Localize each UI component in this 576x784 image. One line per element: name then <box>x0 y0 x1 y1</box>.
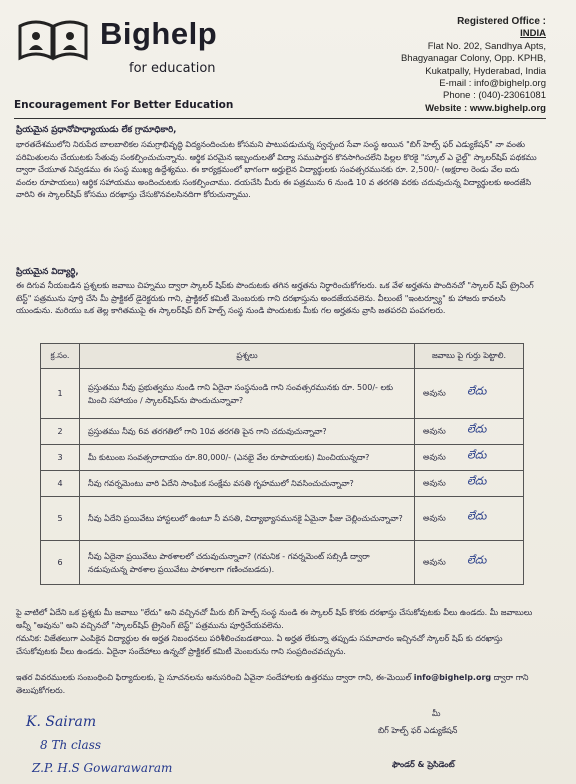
header-divider <box>14 118 546 119</box>
table-row <box>41 419 524 445</box>
table-row <box>41 541 524 585</box>
office-website: Website : www.bighelp.org <box>425 102 546 114</box>
office-line: Kukatpally, Hyderabad, India <box>425 65 546 77</box>
contact-text-end: ద్వారా గాని తెలుపుకోగలరు. <box>16 673 529 695</box>
handwritten-answer-mark: లేదు <box>467 552 487 566</box>
salutation-headmaster: ప్రియమైన ప్రధానోపాధ్యాయుడు లేక గ్రామాధికారి, <box>16 125 177 135</box>
brand-name: Bighelp <box>100 16 218 51</box>
office-line: Bhagyanagar Colony, Opp. KPHB, <box>400 53 546 65</box>
row-question: నీవు గవర్నమెంటు వారి ఏదేని సాంఘిక సంక్షేమ వసతి గృహములో నివసించుచున్నావా? <box>80 471 415 497</box>
row-question: నీవు ఏదైనా ప్రయివేటు పాఠశాలలో చదువుచున్నావా? (గమనిక - గవర్నమెంట్ సబ్సిడీ ద్వారా నడుపుచున్న పాఠశాల ప్రయివేటు పాఠశాలగా గణించబడదు). <box>80 541 415 585</box>
answer-cell[interactable] <box>415 445 524 471</box>
registered-office-block <box>326 16 546 115</box>
table-row <box>41 497 524 541</box>
closing-word: మీ <box>432 709 441 718</box>
row-serial: 4 <box>41 471 80 497</box>
answer-cell[interactable] <box>415 541 524 585</box>
row-question: నీవు ఏదేని ప్రయివేటు హాస్టలులో ఉంటూ నీ వసతి, విద్యాభ్యాసమునకై ఏమైనా ఫీజు చెల్లించుచున్నావా? <box>80 497 415 541</box>
office-country: INDIA <box>520 28 546 40</box>
row-serial: 3 <box>41 445 80 471</box>
intro-paragraph: భారతదేశములోని నిరుపేద బాలబాలికల సమగ్రాభివృద్ధి విద్యనందించుట కోసమని పాటుపడుచున్న స్వచ్ఛంద సేవా సంస్థ అయిన "బిగ్ హెల్ప్ ఫర్ ఎడ్యుకేషన్" నా వంతు పరిమితులను చేయుటకు సేతువు సంకల్పించుచున్నాను. ఆర్థిక పరమైన ఇబ్బందులతో విద్యా సముపార్జన కొనసాగించలేని పిల్లల కొరకై "స్కూల్ ఎ ఛైల్డ్" స్కాలర్‌షిప్ పథకము ద్వారా చేయూత నివ్వడము ఈ సంస్థ ముఖ్య ఉద్దేశ్యము. ఈ కార్యక్రమంలో భాగంగా అర్హులైన విద్యార్థులకు సంవత్సరమునకు రూ. 2,500/- (అక్షరాల రెండు వేల ఐదు వందల రూపాయలు) ఆర్థిక సహాయము అందించుటకు సంకల్పించాము. దయచేసి మీరు ఈ పత్రమును 6 నుండి 10 వ తరగతి వరకు చదువుచున్న విద్యార్థులకు అందజేసి వారిని ఈ స్కాలర్‌షిప్ కోసము దరఖాస్తు చేసుకొనవలసినదిగా కోరుచున్నాము. <box>16 140 537 200</box>
table-row <box>41 369 524 419</box>
verification-note: గమనిక: విజేతలుగా ఎంపికైన విద్యార్థుల ఈ అర్హత నిబంధనలు పరిశీలించబడతాయి. ఏ అర్హత లేకున్నా తప్పుడు సమాచారం ఇచ్చినచో స్కాలర్ షిప్ కు దరఖాస్తు చేసుకోవుటకు వీలు ఉండదు. ఏదైనా సందేహాలు ఉన్నచో ప్రాక్టికల్ కమిటీ మెంబరును గాని సంప్రదించవచ్చును. <box>16 634 503 656</box>
handwritten-answer-mark: లేదు <box>467 508 487 522</box>
office-line: Flat No. 202, Sandhya Apts, <box>427 40 546 52</box>
table-row <box>41 445 524 471</box>
handwritten-student-name: K. Sairam <box>26 714 97 730</box>
row-serial: 2 <box>41 419 80 445</box>
answer-yes-option: అవును <box>423 478 446 487</box>
instructions-paragraph: ఈ దిగువ నీయబడిన ప్రశ్నలకు జవాబు చిహ్నము ద్వారా స్కాలర్ షిప్‌కు పొందుటకు తగిన అర్హతను నిర్ధారించుకోగలరు. ఒక వేళ అర్హతను పొందినచో "స్కాలర్ షిప్ ట్రైనింగ్ టెస్ట్" పత్రమును పూర్తి చేసి మీ ప్రాక్టికల్ డైరెక్టరుకు గాని, ప్రాక్టికల్ కమిటీ మెంబరుకు గాని దరఖాస్తును అందజేయవలెను. వీలుంటే "ఇంటర్వ్యూ" కు హాజరు కావలసి యుండును. మరియు ఒక తెల్ల కాగితముపై ఈ స్కాలర్‌షిప్ బిగ్ హెల్ప్ సంస్థ నుండి పొందుటకు మీకు గల అర్హతను వ్రాసి జతపరచి పంపగలరు. <box>16 281 534 316</box>
signature-title: ఫౌండర్ & ప్రెసిడెంట్ <box>392 760 455 769</box>
answer-yes-option: అవును <box>423 513 446 522</box>
office-phone: Phone : (040)-23061081 <box>443 90 546 102</box>
contact-email-link[interactable]: info@bighelp.org <box>413 673 492 682</box>
signature-organisation: బిగ్ హెల్ప్ ఫర్ ఎడ్యుకేషన్ <box>378 726 458 735</box>
answer-yes-option: అవును <box>423 452 446 461</box>
open-book-logo-icon <box>14 16 92 62</box>
answer-yes-option: అవును <box>423 388 446 397</box>
handwritten-answer-mark: లేదు <box>467 473 487 487</box>
handwritten-answer-mark: లేదు <box>467 447 487 461</box>
row-serial: 5 <box>41 497 80 541</box>
handwritten-class: 8 Th class <box>40 738 102 752</box>
table-header-row <box>41 344 524 369</box>
row-question: ప్రస్తుతము నీవు 6వ తరగతిలో గాని 10వ తరగతి పైన గాని చదువుచున్నావా? <box>80 419 415 445</box>
column-header-serial: క్ర.సం. <box>41 344 80 369</box>
salutation-student: ప్రియమైన విద్యార్థి, <box>16 267 79 277</box>
column-header-questions: ప్రశ్నలు <box>80 344 415 369</box>
contact-paragraph <box>16 672 542 697</box>
answer-cell[interactable] <box>415 369 524 419</box>
contact-text: ఇతర వివరములకు సంబంధించి ఫిర్యాదులకు, పై సూచనలను అనుసరించి ఏవైనా సందేహాలకు ఉత్తరము ద్వారా గాని, ఈ-మెయిల్ <box>16 673 412 682</box>
eligibility-table <box>40 343 524 585</box>
row-question: మీ కుటుంబ సంవత్సరాదాయం రూ.80,000/- (ఎనభై వేల రూపాయలకు) మించియున్నదా? <box>80 445 415 471</box>
handwritten-answer-mark: లేదు <box>467 421 487 435</box>
answer-cell[interactable] <box>415 497 524 541</box>
answer-cell[interactable] <box>415 471 524 497</box>
office-email: E-mail : info@bighelp.org <box>439 78 546 90</box>
office-heading: Registered Office : <box>457 16 546 27</box>
answer-cell[interactable] <box>415 419 524 445</box>
tagline: Encouragement For Better Education <box>14 99 234 111</box>
row-serial: 1 <box>41 369 80 419</box>
handwritten-answer-mark: లేదు <box>467 383 487 397</box>
row-question: ప్రస్తుతము నీవు ప్రభుత్వము నుండి గాని ఏదైనా సంస్థనుండి గాని సంవత్సరమునకు రూ. 500/- లకు మించి సహాయం / స్కాలర్‌షిప్‌ను పొందుచున్నావా? <box>80 369 415 419</box>
answer-yes-option: అవును <box>423 557 446 566</box>
table-row <box>41 471 524 497</box>
brand-subtitle: for education <box>129 61 216 76</box>
handwritten-school: Z.P. H.S Gowarawaram <box>32 761 173 775</box>
ineligibility-note: పై వాటిలో ఏదేని ఒక ప్రశ్నకు మీ జవాబు "లేదు" అని వచ్చినచో మీరు బిగ్ హెల్ప్ సంస్థ నుండి ఈ స్కాలర్ షిప్ కొరకు దరఖాస్తు చేసుకోవుటకు వీలు ఉండదు. మీ జవాబులు అన్నీ "అవును" అని వచ్చినచో "స్కాలర్‌షిప్ ట్రైనింగ్ టెస్ట్" పత్రమును పూర్తిచేయవలెను. <box>16 608 533 630</box>
row-serial: 6 <box>41 541 80 585</box>
answer-yes-option: అవును <box>423 426 446 435</box>
column-header-answer: జవాబు పై గుర్తు పెట్టాలి. <box>415 344 524 369</box>
